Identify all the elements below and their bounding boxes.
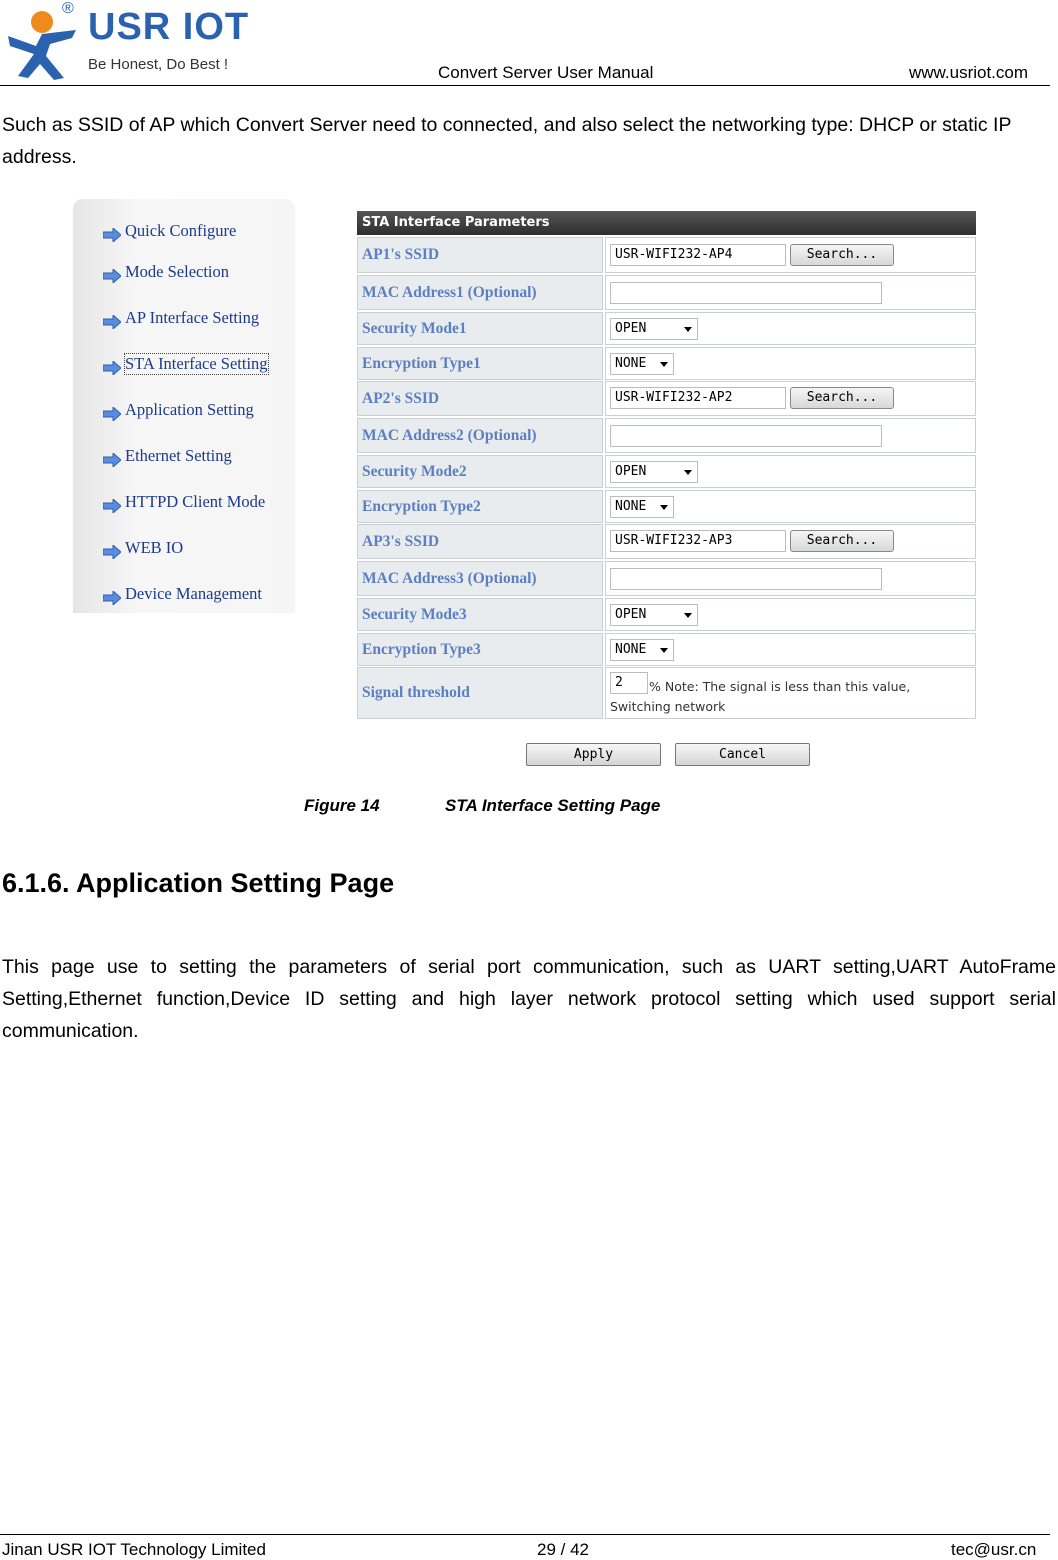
registered-mark: ® bbox=[62, 0, 74, 17]
logo-text: USR IOT bbox=[88, 6, 250, 48]
arrow-right-icon bbox=[103, 545, 121, 559]
sidebar-item-label: Ethernet Setting bbox=[125, 446, 232, 465]
mac3-input[interactable] bbox=[610, 568, 882, 590]
field-label: MAC Address2 (Optional) bbox=[357, 418, 603, 453]
footer-email: tec@usr.cn bbox=[951, 1540, 1037, 1559]
field-label: Security Mode2 bbox=[357, 455, 603, 488]
field-label: Signal threshold bbox=[357, 667, 603, 719]
sidebar-item-label: HTTPD Client Mode bbox=[125, 492, 266, 511]
ap2-ssid-input[interactable]: USR-WIFI232-AP2 bbox=[610, 387, 786, 409]
section-paragraph: This page use to setting the parameters of serial port communication, such as UART setting,UART AutoFrame Setting,Ethernet function,Device ID setting and high layer network protocol setting which used support serial communication. bbox=[2, 956, 1056, 1042]
arrow-right-icon bbox=[103, 269, 121, 283]
field-label: AP2's SSID bbox=[357, 381, 603, 416]
field-label: Encryption Type2 bbox=[357, 490, 603, 523]
sidebar-item-label: STA Interface Setting bbox=[125, 354, 268, 373]
arrow-right-icon bbox=[103, 453, 121, 467]
security-mode2-select[interactable] bbox=[610, 461, 698, 483]
selected-value: NONE bbox=[615, 499, 647, 514]
signal-threshold-input[interactable]: 2 bbox=[610, 672, 648, 694]
selected-value: NONE bbox=[615, 356, 647, 371]
chevron-down-icon bbox=[684, 613, 692, 618]
config-sidebar bbox=[73, 199, 295, 613]
sidebar-item-label: Application Setting bbox=[125, 400, 254, 419]
field-label: AP1's SSID bbox=[357, 237, 603, 273]
mac1-input[interactable] bbox=[610, 282, 882, 304]
mac2-input[interactable] bbox=[610, 425, 882, 447]
security-mode3-select[interactable] bbox=[610, 604, 698, 626]
chevron-down-icon bbox=[684, 470, 692, 475]
figure-number: Figure 14 bbox=[304, 796, 380, 815]
sidebar-item-label: WEB IO bbox=[125, 538, 184, 557]
field-label: MAC Address3 (Optional) bbox=[357, 561, 603, 596]
selected-value: OPEN bbox=[615, 607, 647, 622]
row-security-mode2 bbox=[357, 455, 976, 488]
header-website: www.usriot.com bbox=[909, 63, 1029, 82]
sidebar-item-label: Device Management bbox=[125, 584, 262, 603]
document-title: Convert Server User Manual bbox=[438, 63, 654, 82]
row-mac1 bbox=[357, 275, 976, 310]
row-security-mode3 bbox=[357, 598, 976, 631]
footer-company: Jinan USR IOT Technology Limited bbox=[2, 1540, 266, 1559]
encryption-type2-select[interactable] bbox=[610, 496, 674, 518]
encryption-type1-select[interactable] bbox=[610, 353, 674, 375]
ap3-ssid-input[interactable]: USR-WIFI232-AP3 bbox=[610, 530, 786, 552]
row-mac2 bbox=[357, 418, 976, 453]
logo-slogan: Be Honest, Do Best ! bbox=[88, 56, 229, 73]
section-heading: 6.1.6. Application Setting Page bbox=[2, 868, 395, 898]
header-divider bbox=[0, 85, 1050, 86]
footer-divider bbox=[0, 1534, 1050, 1535]
footer-page-number: 29 / 42 bbox=[537, 1540, 589, 1559]
threshold-note-line2: Switching network bbox=[610, 699, 726, 714]
arrow-right-icon bbox=[103, 499, 121, 513]
row-encryption-type1 bbox=[357, 347, 976, 380]
arrow-right-icon bbox=[103, 407, 121, 421]
chevron-down-icon bbox=[660, 648, 668, 653]
ap3-search-button[interactable]: Search... bbox=[790, 530, 894, 552]
row-security-mode1 bbox=[357, 312, 976, 345]
selected-value: OPEN bbox=[615, 321, 647, 336]
apply-button[interactable]: Apply bbox=[526, 743, 661, 766]
field-label: Encryption Type3 bbox=[357, 633, 603, 666]
arrow-right-icon bbox=[103, 591, 121, 605]
row-mac3 bbox=[357, 561, 976, 596]
figure-title: STA Interface Setting Page bbox=[445, 796, 661, 815]
sidebar-item-label: Mode Selection bbox=[125, 262, 230, 281]
row-encryption-type2 bbox=[357, 490, 976, 523]
selected-value: NONE bbox=[615, 642, 647, 657]
selected-value: OPEN bbox=[615, 464, 647, 479]
row-signal-threshold bbox=[357, 667, 976, 719]
cancel-button[interactable]: Cancel bbox=[675, 743, 810, 766]
threshold-note-line1: % Note: The signal is less than this value, bbox=[649, 679, 911, 694]
field-label: AP3's SSID bbox=[357, 524, 603, 559]
panel-title: STA Interface Parameters bbox=[357, 211, 976, 235]
chevron-down-icon bbox=[660, 505, 668, 510]
sidebar-item-label: Quick Configure bbox=[125, 221, 237, 240]
chevron-down-icon bbox=[684, 327, 692, 332]
ap1-ssid-input[interactable]: USR-WIFI232-AP4 bbox=[610, 244, 786, 266]
chevron-down-icon bbox=[660, 362, 668, 367]
row-ap2-ssid bbox=[357, 381, 976, 416]
encryption-type3-select[interactable] bbox=[610, 639, 674, 661]
row-ap1-ssid bbox=[357, 237, 976, 273]
field-label: Security Mode1 bbox=[357, 312, 603, 345]
field-label: Security Mode3 bbox=[357, 598, 603, 631]
security-mode1-select[interactable] bbox=[610, 318, 698, 340]
intro-paragraph: Such as SSID of AP which Convert Server need to connected, and also select the networking type: DHCP or static IP address. bbox=[2, 114, 1012, 168]
arrow-right-icon bbox=[103, 361, 121, 375]
ap1-search-button[interactable]: Search... bbox=[790, 244, 894, 266]
ap2-search-button[interactable]: Search... bbox=[790, 387, 894, 409]
sidebar-item-label: AP Interface Setting bbox=[125, 308, 260, 327]
field-label: MAC Address1 (Optional) bbox=[357, 275, 603, 310]
field-label: Encryption Type1 bbox=[357, 347, 603, 380]
row-ap3-ssid bbox=[357, 524, 976, 559]
row-encryption-type3 bbox=[357, 633, 976, 666]
arrow-right-icon bbox=[103, 228, 121, 242]
arrow-right-icon bbox=[103, 315, 121, 329]
